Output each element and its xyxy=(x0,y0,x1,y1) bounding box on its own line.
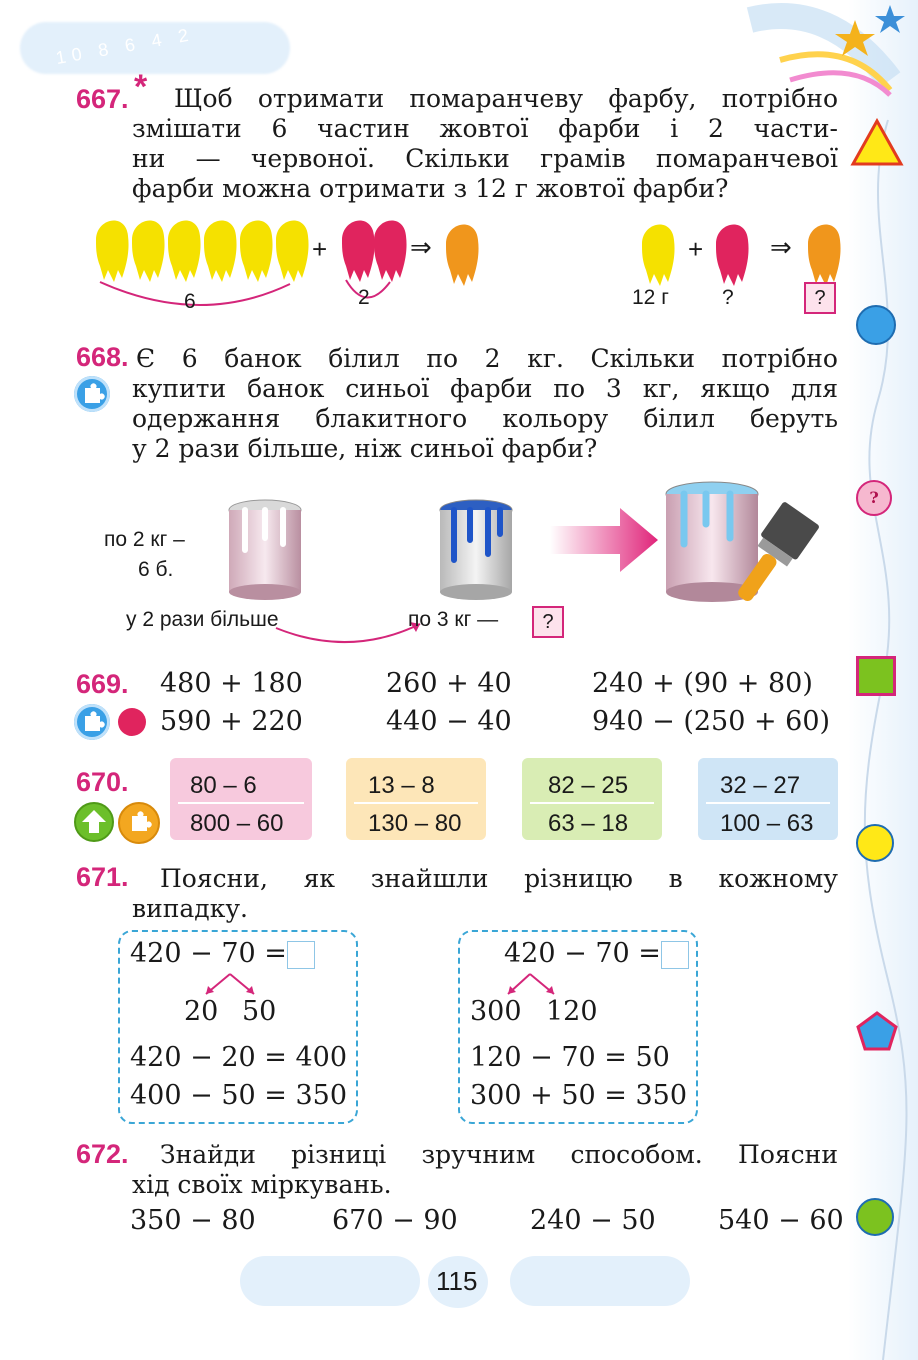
problem-668-text xyxy=(132,344,838,464)
red-dot-icon xyxy=(118,708,146,736)
label-6-parts: 6 xyxy=(184,290,196,313)
left-split-a: 20 xyxy=(184,996,219,1027)
arrow-sign-2: ⇒ xyxy=(770,232,792,262)
left-eq-1: 420 − 20 = 400 xyxy=(130,1042,348,1073)
scroll-4-top: 32 – 27 xyxy=(720,772,801,799)
expr-669-1-3: 240 + (90 + 80) xyxy=(592,668,813,699)
yellow-circle-icon xyxy=(856,824,894,862)
problem-671-line-1: Поясни, як знайшли різницю в кожному xyxy=(160,864,838,893)
problem-667-number: 667. xyxy=(76,84,129,114)
green-square-icon xyxy=(856,656,896,696)
label-po-3-kg: по 3 кг — xyxy=(408,608,499,631)
right-answer-blank[interactable] xyxy=(661,941,689,969)
problem-668-line-4: у 2 рази більше, ніж синьої фарби? xyxy=(132,434,598,463)
problem-668-line-1: Є 6 банок білил по 2 кг. Скільки потрібно xyxy=(136,344,838,373)
problem-667-line-3: ни — червоної. Скільки грамів помаранчевої xyxy=(132,144,838,173)
right-eq-2: 300 + 50 = 350 xyxy=(470,1080,688,1111)
plus-sign-2: + xyxy=(688,234,704,264)
triangle-shape-icon xyxy=(850,118,904,168)
problem-672-line-2: хід своїх міркувань. xyxy=(132,1170,392,1199)
label-po-2-kg: по 2 кг – xyxy=(104,528,185,551)
white-paint-can-image xyxy=(225,498,305,602)
problem-672-number: 672. xyxy=(76,1139,129,1169)
expr-669-2-1: 590 + 220 xyxy=(160,706,303,737)
left-eq-2: 400 − 50 = 350 xyxy=(130,1080,348,1111)
left-answer-blank[interactable] xyxy=(287,941,315,969)
expr-669-1-1: 480 + 180 xyxy=(160,668,303,699)
scroll-card-2 xyxy=(346,758,486,840)
scroll-2-bottom: 130 – 80 xyxy=(368,810,462,837)
problem-671-number: 671. xyxy=(76,862,129,892)
label-2-times-more: у 2 рази більше xyxy=(126,608,279,631)
right-split-a: 300 xyxy=(470,996,522,1027)
blue-paint-can-image xyxy=(436,498,516,602)
problem-667-line-4: фарби можна отримати з 12 г жовтої фарби? xyxy=(132,174,729,203)
pentagon-shape-icon xyxy=(855,1010,899,1052)
expr-672-1: 350 − 80 xyxy=(130,1205,256,1236)
problem-668-line-3: одержання блакитного кольору білил беруть xyxy=(132,404,838,433)
expr-672-3: 240 − 50 xyxy=(530,1205,656,1236)
question-circle-icon: ? xyxy=(856,480,892,516)
scroll-2-top: 13 – 8 xyxy=(368,772,435,799)
scroll-card-3 xyxy=(522,758,662,840)
expr-672-2: 670 − 90 xyxy=(332,1205,458,1236)
scroll-4-bottom: 100 – 63 xyxy=(720,810,814,837)
green-arrow-up-icon xyxy=(74,802,114,842)
problem-670-number: 670. xyxy=(76,767,129,797)
problem-669-number: 669. xyxy=(76,669,129,699)
blue-circle-icon xyxy=(856,305,896,345)
right-eq-1: 120 − 70 = 50 xyxy=(470,1042,670,1073)
scroll-3-top: 82 – 25 xyxy=(548,772,629,799)
scroll-card-1 xyxy=(170,758,312,840)
label-question: ? xyxy=(722,286,734,309)
right-split-b: 120 xyxy=(546,996,598,1027)
problem-672-text xyxy=(132,1140,838,1200)
light-blue-paint-can-with-brush-image xyxy=(660,478,820,608)
plus-sign-1: + xyxy=(312,234,328,264)
scroll-1-top: 80 – 6 xyxy=(190,772,257,799)
expr-669-2-2: 440 − 40 xyxy=(386,706,512,737)
puzzle-icon-669 xyxy=(74,704,110,740)
footer-cloud-left xyxy=(240,1256,420,1306)
pink-arrow-graphic xyxy=(550,508,660,572)
problem-667-line-1: Щоб отримати помаранчеву фарбу, потрібно xyxy=(174,84,838,113)
left-head-text: 420 − 70 = xyxy=(130,938,287,969)
label-2-parts: 2 xyxy=(358,286,370,309)
header-cloud-digits: 10 8 6 4 2 xyxy=(54,23,196,69)
orange-puzzle-icon xyxy=(118,802,160,844)
answer-box-667: ? xyxy=(804,282,836,314)
arrow-sign-1: ⇒ xyxy=(410,232,432,262)
right-head-expr xyxy=(504,938,689,969)
problem-667-star: * xyxy=(134,68,148,106)
label-12g: 12 г xyxy=(632,286,669,309)
scroll-3-bottom: 63 – 18 xyxy=(548,810,629,837)
puzzle-icon-668 xyxy=(74,376,110,412)
left-head-expr xyxy=(130,938,315,969)
problem-671-line-2: випадку. xyxy=(132,894,248,923)
label-6-cans: 6 б. xyxy=(138,558,174,581)
footer-cloud-right xyxy=(510,1256,690,1306)
scroll-card-4 xyxy=(698,758,838,840)
page-number: 115 xyxy=(436,1266,478,1296)
problem-668-number: 668. xyxy=(76,342,129,372)
expr-669-1-2: 260 + 40 xyxy=(386,668,512,699)
expr-672-4: 540 − 60 xyxy=(718,1205,844,1236)
right-head-text: 420 − 70 = xyxy=(504,938,661,969)
expr-669-2-3: 940 − (250 + 60) xyxy=(592,706,831,737)
problem-667-text xyxy=(132,84,838,204)
problem-667-line-2: змішати 6 частин жовтої фарби і 2 части- xyxy=(132,114,838,143)
problem-672-line-1: Знайди різниці зручним способом. Поясни xyxy=(160,1140,838,1169)
problem-671-text xyxy=(132,864,838,924)
problem-668-line-2: купити банок синьої фарби по 3 кг, якщо для xyxy=(132,374,838,403)
left-split-b: 50 xyxy=(242,996,277,1027)
paint-mix-illustration xyxy=(90,212,850,322)
green-circle-icon xyxy=(856,1198,894,1236)
scroll-1-bottom: 800 – 60 xyxy=(190,810,284,837)
answer-box-668: ? xyxy=(532,606,564,638)
